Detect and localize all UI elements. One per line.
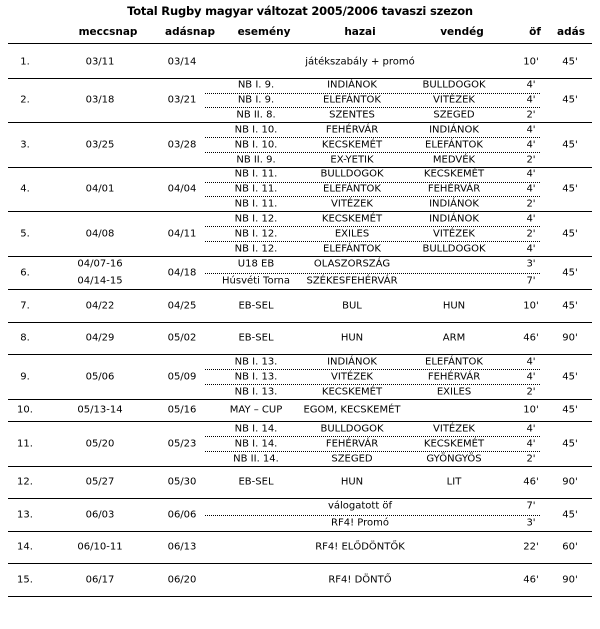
of-cell: 4' <box>526 356 536 367</box>
of-cell: 46' <box>523 332 539 344</box>
hazai-cell: KECSKEMÉT <box>321 139 383 150</box>
page-title: Total Rugby magyar változat 2005/2006 tavaszi szezon <box>127 4 473 18</box>
adasnap-cell: 05/30 <box>167 476 197 488</box>
vendeg-cell: MEDVÉK <box>432 154 476 165</box>
adasnap-cell: 04/25 <box>167 300 197 311</box>
hazai-cell: EGOM, KECSKEMÉT <box>303 404 401 416</box>
esemeny-cell: NB II. 8. <box>236 109 276 121</box>
meccsnap-cell: 04/08 <box>85 228 115 239</box>
esemeny-cell: Húsvéti Torna <box>222 275 290 287</box>
esemeny-cell: EB-SEL <box>238 300 274 311</box>
hazai-cell: SZEGED <box>331 453 373 464</box>
vendeg-cell: VITÉZEK <box>433 423 475 434</box>
of-cell: 2' <box>526 386 536 397</box>
adasnap-cell: 05/02 <box>167 332 197 344</box>
of-cell: 4' <box>526 168 536 180</box>
of-cell: 7' <box>526 500 536 512</box>
row-divider-dotted <box>205 515 540 516</box>
row-separator <box>8 122 592 123</box>
hazai-cell: KECSKEMÉT <box>321 386 383 397</box>
merged-event-cell: RF4! ELŐDÖNTŐK <box>315 541 405 553</box>
esemeny-cell: NB I. 11. <box>234 183 278 195</box>
row-number: 15. <box>17 574 33 585</box>
row-number: 10. <box>17 404 33 416</box>
row-separator <box>8 256 592 257</box>
row-divider-dotted <box>205 369 540 370</box>
hazai-cell: VITÉZEK <box>331 198 373 210</box>
adas-cell: 45' <box>562 438 578 449</box>
row-separator <box>8 167 592 168</box>
of-cell: 4' <box>526 124 536 135</box>
row-number: 4. <box>20 183 30 195</box>
hazai-cell: BULLDOGOK <box>320 423 384 434</box>
meccsnap-cell: 05/20 <box>85 438 115 449</box>
of-cell: 46' <box>523 476 539 488</box>
adasnap-cell: 05/16 <box>167 404 197 416</box>
of-cell: 10' <box>523 56 539 68</box>
hazai-cell: VITÉZEK <box>331 371 373 382</box>
esemeny-cell: EB-SEL <box>238 476 274 488</box>
esemeny-cell: NB II. 14. <box>233 453 279 464</box>
adas-cell: 45' <box>562 300 578 311</box>
row-number: 8. <box>20 332 30 344</box>
vendeg-cell: INDIÁNOK <box>429 213 479 224</box>
adas-cell: 45' <box>562 228 578 239</box>
row-separator <box>8 354 592 355</box>
meccsnap-cell: 03/18 <box>85 94 115 106</box>
row-divider-dotted <box>205 152 540 153</box>
meccsnap-cell: 04/01 <box>85 183 115 195</box>
vendeg-cell: BULLDOGOK <box>422 243 486 254</box>
adasnap-cell: 03/14 <box>167 56 197 68</box>
vendeg-cell: LIT <box>446 476 462 488</box>
merged-event-cell: játékszabály + promó <box>305 56 415 68</box>
vendeg-cell: KECSKEMÉT <box>423 168 485 180</box>
vendeg-cell: VITÉZEK <box>433 94 475 106</box>
merged-event-cell: RF4! Promó <box>331 517 389 529</box>
hazai-cell: HUN <box>340 476 364 488</box>
of-cell: 4' <box>526 243 536 254</box>
of-cell: 4' <box>526 183 536 195</box>
adas-cell: 90' <box>562 574 578 585</box>
adas-cell: 45' <box>562 267 578 278</box>
of-cell: 2' <box>526 198 536 210</box>
adasnap-cell: 03/28 <box>167 139 197 150</box>
of-cell: 10' <box>523 404 539 416</box>
of-cell: 4' <box>526 139 536 150</box>
hazai-cell: ELEFÁNTOK <box>323 183 381 195</box>
meccsnap-cell: 06/17 <box>85 574 115 585</box>
row-separator <box>8 322 592 323</box>
of-cell: 3' <box>526 517 536 529</box>
row-divider-dotted <box>205 182 540 183</box>
of-cell: 4' <box>526 438 536 449</box>
esemeny-cell: NB I. 11. <box>234 198 278 210</box>
adasnap-cell: 04/04 <box>167 183 197 195</box>
row-separator <box>8 563 592 564</box>
meccsnap-cell: 04/07-16 <box>77 258 123 270</box>
of-cell: 4' <box>526 213 536 224</box>
adas-cell: 60' <box>562 541 578 553</box>
esemeny-cell: NB I. 13. <box>234 356 278 367</box>
esemeny-cell: NB I. 12. <box>234 243 278 254</box>
vendeg-cell: HUN <box>442 300 466 311</box>
row-number: 13. <box>17 509 33 520</box>
row-divider-dotted <box>205 137 540 138</box>
adas-cell: 45' <box>562 183 578 195</box>
of-cell: 4' <box>526 79 536 91</box>
esemeny-cell: NB II. 9. <box>236 154 276 165</box>
hazai-cell: INDIÁNOK <box>327 79 377 91</box>
adas-cell: 45' <box>562 404 578 416</box>
hazai-cell: EX-YETIK <box>330 154 374 165</box>
esemeny-cell: NB I. 13. <box>234 371 278 382</box>
adas-cell: 45' <box>562 371 578 382</box>
hazai-cell: OLASZORSZÁG <box>313 258 391 270</box>
header-meccsnap: meccsnap <box>78 26 138 38</box>
esemeny-cell: NB I. 11. <box>234 168 278 180</box>
vendeg-cell: ELEFÁNTOK <box>425 139 483 150</box>
vendeg-cell: SZEGED <box>433 109 475 121</box>
row-divider-dotted <box>205 273 540 274</box>
vendeg-cell: GYÖNGYÖS <box>426 453 482 464</box>
vendeg-cell: INDIÁNOK <box>429 198 479 210</box>
esemeny-cell: NB I. 9. <box>237 79 275 91</box>
row-divider-dotted <box>205 436 540 437</box>
row-divider-dotted <box>205 93 540 94</box>
row-separator <box>8 211 592 212</box>
row-number: 6. <box>20 267 30 278</box>
meccsnap-cell: 04/14-15 <box>77 275 123 287</box>
adas-cell: 45' <box>562 509 578 520</box>
row-separator <box>8 289 592 290</box>
row-number: 9. <box>20 371 30 382</box>
hazai-cell: INDIÁNOK <box>327 356 377 367</box>
hazai-cell: ELEFÁNTOK <box>323 94 381 106</box>
hazai-cell: KECSKEMÉT <box>321 213 383 224</box>
meccsnap-cell: 06/03 <box>85 509 115 520</box>
adasnap-cell: 04/11 <box>167 228 197 239</box>
meccsnap-cell: 05/13-14 <box>77 404 123 416</box>
esemeny-cell: EB-SEL <box>238 332 274 344</box>
of-cell: 4' <box>526 371 536 382</box>
esemeny-cell: MAY – CUP <box>229 404 283 416</box>
row-divider-dotted <box>205 226 540 227</box>
vendeg-cell: KECSKEMÉT <box>423 438 485 449</box>
header-vendeg: vendég <box>440 26 484 38</box>
esemeny-cell: U18 EB <box>237 258 275 270</box>
esemeny-cell: NB I. 10. <box>234 139 278 150</box>
row-number: 5. <box>20 228 30 239</box>
row-divider-dotted <box>205 384 540 385</box>
vendeg-cell: EXILES <box>436 386 472 397</box>
esemeny-cell: NB I. 13. <box>234 386 278 397</box>
adas-cell: 90' <box>562 332 578 344</box>
of-cell: 4' <box>526 94 536 106</box>
esemeny-cell: NB I. 12. <box>234 213 278 224</box>
merged-event-cell: RF4! DÖNTŐ <box>328 574 392 585</box>
of-cell: 2' <box>526 154 536 165</box>
adasnap-cell: 06/13 <box>167 541 197 553</box>
esemeny-cell: NB I. 10. <box>234 124 278 135</box>
adasnap-cell: 06/06 <box>167 509 197 520</box>
hazai-cell: ELEFÁNTOK <box>323 243 381 254</box>
meccsnap-cell: 03/25 <box>85 139 115 150</box>
merged-event-cell: válogatott öf <box>327 500 393 512</box>
hazai-cell: SZÉKESFEHÉRVÁR <box>306 275 398 287</box>
meccsnap-cell: 04/29 <box>85 332 115 344</box>
esemeny-cell: NB I. 14. <box>234 438 278 449</box>
adasnap-cell: 06/20 <box>167 574 197 585</box>
of-cell: 3' <box>526 258 536 270</box>
header-esemeny: esemény <box>237 26 291 38</box>
table-header <box>8 26 592 40</box>
row-separator <box>8 399 592 400</box>
vendeg-cell: ARM <box>442 332 466 344</box>
hazai-cell: HUN <box>340 332 364 344</box>
hazai-cell: BUL <box>342 300 362 311</box>
adasnap-cell: 05/09 <box>167 371 197 382</box>
of-cell: 46' <box>523 574 539 585</box>
row-separator <box>8 498 592 499</box>
row-divider-dotted <box>205 451 540 452</box>
adasnap-cell: 04/18 <box>167 267 197 278</box>
meccsnap-cell: 04/22 <box>85 300 115 311</box>
row-divider-dotted <box>205 241 540 242</box>
adas-cell: 45' <box>562 56 578 68</box>
row-number: 3. <box>20 139 30 150</box>
of-cell: 2' <box>526 453 536 464</box>
vendeg-cell: FEHÉRVÁR <box>427 371 481 382</box>
vendeg-cell: FEHÉRVÁR <box>427 183 481 195</box>
esemeny-cell: NB I. 14. <box>234 423 278 434</box>
of-cell: 2' <box>526 228 536 239</box>
header-adas: adás <box>557 26 585 38</box>
hazai-cell: FEHÉRVÁR <box>325 124 379 135</box>
vendeg-cell: ELEFÁNTOK <box>425 356 483 367</box>
adas-cell: 90' <box>562 476 578 488</box>
row-number: 7. <box>20 300 30 311</box>
header-rule <box>8 43 592 44</box>
row-number: 11. <box>17 438 33 449</box>
of-cell: 2' <box>526 109 536 121</box>
row-separator <box>8 421 592 422</box>
of-cell: 4' <box>526 423 536 434</box>
meccsnap-cell: 03/11 <box>85 56 115 68</box>
hazai-cell: BULLDOGOK <box>320 168 384 180</box>
of-cell: 22' <box>523 541 539 553</box>
adas-cell: 45' <box>562 139 578 150</box>
row-number: 2. <box>20 94 30 106</box>
meccsnap-cell: 05/27 <box>85 476 115 488</box>
esemeny-cell: NB I. 9. <box>237 94 275 106</box>
of-cell: 7' <box>526 275 536 287</box>
header-adasnap: adásnap <box>164 26 216 38</box>
vendeg-cell: BULLDOGOK <box>422 79 486 91</box>
meccsnap-cell: 05/06 <box>85 371 115 382</box>
vendeg-cell: VITÉZEK <box>433 228 475 239</box>
of-cell: 10' <box>523 300 539 311</box>
header-of: öf <box>529 26 541 38</box>
row-number: 1. <box>20 56 30 68</box>
meccsnap-cell: 06/10-11 <box>77 541 123 553</box>
row-separator <box>8 78 592 79</box>
hazai-cell: FEHÉRVÁR <box>325 438 379 449</box>
adas-cell: 45' <box>562 94 578 106</box>
row-separator <box>8 531 592 532</box>
row-number: 12. <box>17 476 33 488</box>
hazai-cell: SZENTES <box>329 109 375 121</box>
adasnap-cell: 05/23 <box>167 438 197 449</box>
hazai-cell: EXILES <box>334 228 370 239</box>
header-hazai: hazai <box>344 26 376 38</box>
row-separator <box>8 466 592 467</box>
esemeny-cell: NB I. 12. <box>234 228 278 239</box>
adasnap-cell: 03/21 <box>167 94 197 106</box>
vendeg-cell: INDIÁNOK <box>429 124 479 135</box>
row-number: 14. <box>17 541 33 553</box>
row-separator <box>8 596 592 597</box>
